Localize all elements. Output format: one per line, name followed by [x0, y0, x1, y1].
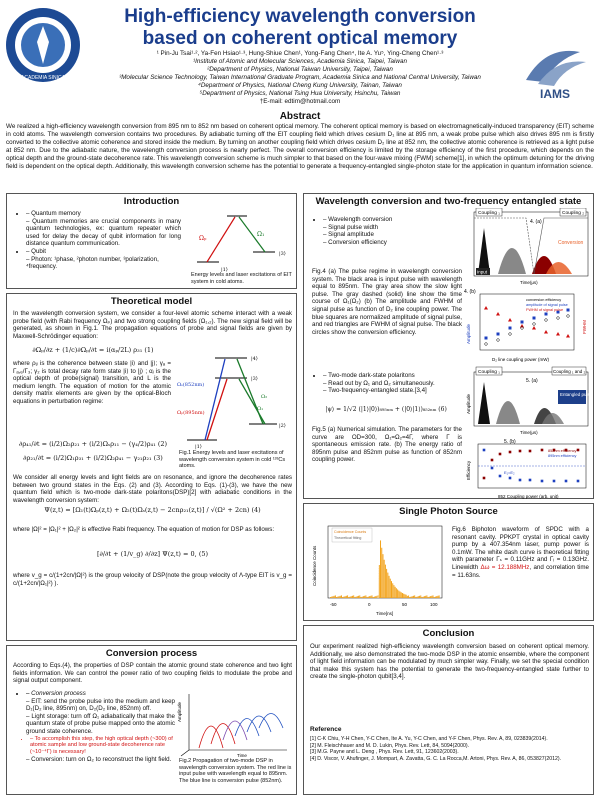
fig5b-legend-1: 852nm efficiency	[548, 449, 577, 453]
biphoton-bar	[379, 565, 380, 598]
fig4a-coupling2-label: Coupling ₂	[562, 211, 585, 216]
biphoton-bar	[415, 597, 416, 598]
author-list: ¹ Pin-Ju Tsai¹·², Ya-Fen Hsiao¹·³, Hung-Shiue Chen¹, Yong-Fang Chen⁴, Ite A. Yu⁵, Ying-Cheng Chen¹·³	[156, 50, 444, 57]
biphoton-bar	[400, 592, 401, 598]
fig5b-panel-label: 5. (b)	[504, 439, 516, 445]
fig4b-xlabel: D₂ line coupling power (mW)	[492, 357, 550, 362]
wavelength-item: – • Wavelength conversion	[323, 216, 458, 224]
theory-paragraph-4: where |Ω|² = |Ω₁|² + |Ω₂|² is effective Rabi frequency. The equation of motion for DSP as follows:	[13, 526, 275, 533]
svg-text:50: 50	[402, 602, 408, 607]
intro-sub-qubit: – Photon: ¹phase, ²photon number, ³polarization, ⁴frequency.	[26, 256, 181, 271]
equation-4: Ψ(z,t) = [Ω₁(t)Ωₚ(z,t) + Ω₂(t)Ωₛ(z,t) − 2cnρ₂₁(z,t)] / √(Ω² + 2cn) (4)	[44, 506, 261, 514]
biphoton-bar	[376, 596, 377, 598]
fig5a-simulation-plot	[464, 366, 592, 436]
equation-3: ∂ρ₂₁/∂t = (i/2)Ω₁ρ₃₁ + (i/2)Ω₂ρ₄₁ − γ₂₁ρ₂₁ (3)	[23, 454, 163, 462]
fig5b-efficiency-plot	[464, 438, 592, 500]
biphoton-bar	[437, 596, 438, 598]
fig5b-legend-2: 895nm efficiency	[548, 454, 577, 458]
poster-title	[90, 6, 510, 50]
fig4b-legend-2: amplitude of signal pulse	[526, 303, 568, 307]
biphoton-bar	[373, 597, 374, 598]
reference-list	[310, 736, 589, 762]
dsp-wave-4	[247, 716, 271, 732]
iams-logo	[516, 40, 594, 102]
conversion-paragraph: According to Eqs.(4), the properties of DSP contain the atomic ground state coherence and two light fields information. We can control the power ratio of two coupling fields to modulate the probe and signal output component.	[13, 662, 292, 685]
fig4b-amplitude-point	[497, 333, 500, 336]
biphoton-bar	[375, 596, 376, 598]
theory-paragraph-1: In the wavelength conversion system, we consider a four-level atomic scheme interact with a weak probe field (with Rabi frequency Ωₚ) and two strong coupling fields (Ω₁,₂). The new signal field will be generated, as shown in Fig.1. The propagation equations of probe and signal fields are given by Maxwell-Schrödinger equation:	[13, 310, 292, 340]
logo-left-text: ACADEMIA SINICA	[21, 75, 65, 81]
dsp-wave-3	[235, 719, 259, 737]
biphoton-bar	[336, 597, 337, 598]
theory-paragraph-3: We consider all energy levels and light fields are on resonance, and ignore the decoherence rates between two ground states in the Eqs. (2) and (3). According to Eqs. (1)-(3), we have the new quantum field which is two-mode dark-state polaritons(DSP)[2] with adiabatic conditions in the wavelength conversion system:	[13, 474, 292, 504]
biphoton-bar	[365, 595, 366, 598]
fig4a-panel-label: 4. (a)	[530, 219, 542, 225]
biphoton-bar	[428, 597, 429, 598]
affiliation-5: ⁵Department of Physics, National Tsing Hua University, Hsinchu, Taiwan	[199, 90, 401, 97]
equation-1: ∂Ωₚ/∂z + (1/c)∂Ωₚ/∂t = i(αₚ/2L) ρ₃₁ (1)	[32, 346, 154, 354]
svg-text:Ωₛ(852nm): Ωₛ(852nm)	[177, 382, 205, 388]
fig5b-852-point	[519, 450, 522, 453]
biphoton-bar	[420, 595, 421, 598]
equation-2: ∂ρ₄₁/∂t = (i/2)Ω₂ρ₂₁ + (i/2)Ωₛρ₁₁ − (γ₄/2)ρ₄₁ (2)	[18, 440, 168, 448]
biphoton-bar	[341, 595, 342, 598]
fig4a-coupling1-label: Coupling ₁	[478, 211, 500, 216]
fig5a-coupling1-label: Coupling ₁	[478, 370, 500, 375]
biphoton-legend-1: Coincidence Counts	[334, 530, 367, 534]
svg-text:Ω₁: Ω₁	[257, 406, 264, 412]
biphoton-ylabel: Coincidence Counts	[312, 545, 317, 586]
biphoton-bar	[422, 597, 423, 598]
biphoton-bar	[346, 596, 347, 598]
biphoton-bar	[363, 596, 364, 598]
intro-sub-memory: – Quantum memories are crucial components in many quantum technologies, ex: quantum repeater which used for delay the decay of qubit information for long distance quantum communication.	[26, 218, 181, 248]
biphoton-bar	[351, 596, 352, 598]
abstract-title: Abstract	[279, 111, 321, 122]
fig5b-852-point	[541, 449, 544, 452]
equation-5: [∂/∂t + (1/v_g) ∂/∂z] Ψ(z,t) = 0, (5)	[96, 550, 209, 558]
biphoton-bar	[348, 597, 349, 598]
fig5b-852-point	[491, 459, 494, 462]
biphoton-bar	[390, 579, 391, 598]
biphoton-bar	[395, 587, 396, 598]
biphoton-bar	[419, 596, 420, 598]
biphoton-legend-2: Theoretical fitting	[334, 536, 362, 540]
logo-right-text: IAMS	[540, 87, 570, 101]
wavelength-title: Wavelength conversion and two-frequency entangled state	[315, 196, 582, 207]
biphoton-bar	[387, 573, 388, 598]
fig5b-895-point	[483, 449, 486, 452]
biphoton-bar	[347, 595, 348, 598]
fig5a-xlabel: Time(μs)	[520, 430, 538, 435]
biphoton-bar	[353, 595, 354, 598]
wavelength-sub-2: – Signal amplitude	[323, 231, 458, 239]
conversion-head: – • Conversion process	[26, 690, 175, 698]
biphoton-bar	[435, 597, 436, 598]
biphoton-bar	[429, 597, 430, 598]
conversion-storage: – Light storage: turn off Ω₁ adiabatically that make the quantum state of probe pulse mapped onto the atomic ground state coherence.	[26, 713, 175, 736]
biphoton-bar	[414, 595, 415, 598]
four-level-diagram	[177, 350, 293, 450]
abstract-text: We realized a high-efficiency wavelength conversion from 895 nm to 852 nm based on coherent optical memory. The coherent optical memory is based on electromagnetically-induced transparency (EIT) scheme in cold atoms. The wavelength conversion contains two procedures. By adiabatic turning off the EIT coupling field which drives cesium D₁ line at 895 nm, a weak probe pulse which also drives 895 nm is firstly converted to the collective atomic coherence and stored inside the medium. By turning on another coupling field which drives cesium D₂ line at 852 nm, the collective atomic coherence is retrieved as a light pulse at 852 nm. Due to the adiabatic nature, the wavelength conversion process is nearly perfect. The overall conversion efficiency is limited by the storage efficiency of the first procedure, which depends on the optical depth and the ground-state decoherence rate. This wavelength conversion scheme is much simpler to that based on the four-wave mixing (FWM) scheme[1], in which the optimum detuning for the driving field is dependent on the optical depth. Additionally, this wavelength conversion scheme has the potential to generate a frequency-entangled single-photon state for the application in quantum information science.	[6, 123, 594, 170]
single-photon-linewidth: Δω = 12.188MHz	[480, 563, 530, 571]
biphoton-bar	[431, 596, 432, 598]
conversion-eit: – EIT: send the probe pulse into the medium and keep D₁(D₂ line, 895nm) on, D₂(D₂ line, 852nm) off.	[26, 698, 175, 713]
wavelength-sub-3: – Conversion efficiency	[323, 239, 458, 247]
dsp-sub-2: – Two-frequency-entangled state.[3,4]	[323, 387, 458, 395]
conversion-fig-caption: Fig.2 Propagation of two-mode DSP in wavelength conversion system. The red line is input pulse with wavelength equal to 895nm. The blue line is conversion pulse (852nm).	[179, 758, 292, 784]
biphoton-bar	[332, 596, 333, 598]
biphoton-bar	[356, 597, 357, 598]
biphoton-bar	[330, 597, 331, 598]
biphoton-bar	[391, 581, 392, 598]
svg-text:|3⟩: |3⟩	[251, 376, 258, 382]
biphoton-bar	[342, 597, 343, 598]
theory-section	[6, 293, 297, 641]
biphoton-xlabel: Time[ns]	[376, 611, 394, 616]
fig5b-895-point	[509, 477, 512, 480]
biphoton-bar	[334, 596, 335, 598]
conclusion-title: Conclusion	[422, 628, 475, 639]
biphoton-bar	[424, 596, 425, 598]
fig5-caption: Fig.5 (a) Numerical simulation. The parameters for the curve are OD=300, Ω₁=Ω₂=4Γ, where Γ is spontaneous emission rate. (b) The energy ratio of 895nm pulse and 852nm pulse as function of 852nm coupling power.	[312, 426, 462, 464]
reference-title: Reference	[310, 726, 342, 733]
title-line-2: based on coherent optical memory	[142, 28, 458, 49]
biphoton-bar	[401, 592, 402, 598]
intro-fig-caption: Energy levels and laser excitations of EIT system in cold atoms.	[191, 272, 292, 285]
biphoton-bar	[439, 595, 440, 598]
fig5b-895-point	[553, 480, 556, 483]
biphoton-bar	[364, 596, 365, 598]
biphoton-bar	[398, 591, 399, 598]
fig4b-panel-label: 4. (b)	[464, 289, 476, 295]
affiliation-4: ⁴Department of Physics, National Cheng Kung University, Tainan, Taiwan	[198, 82, 402, 89]
biphoton-bar	[389, 576, 390, 598]
single-photon-desc: Fig.6 Biphoton waveform of SPDC with a resonant cavity. PPKPT crystal in optical cavity pump by a 407.354nm laser, pump power is 0.1mW. The white dash curve is theoretical fitting with parameter Γₛ = 0.11GHz and Γᵢ = 0.13GHz. Linewidth	[452, 526, 589, 571]
intro-item-qubit: – • Qubit	[26, 248, 181, 256]
biphoton-bar	[385, 565, 386, 598]
biphoton-bar	[370, 596, 371, 598]
conversion-section	[6, 645, 297, 795]
fig5b-895-point	[491, 467, 494, 470]
fig4a-conversion-label: Conversion	[558, 240, 584, 246]
intro-item-memory: – • Quantum memory	[26, 210, 181, 218]
biphoton-bar	[430, 596, 431, 598]
wavelength-sub-1: – Signal pulse width	[323, 224, 458, 232]
dsp-sub-1: – Read out by Ω₁ and Ω₂ simultaneously.	[323, 380, 458, 388]
dsp-wave-0	[199, 726, 223, 748]
fig4b-amplitude-point	[545, 313, 548, 316]
fig4b-amplitude-point	[533, 317, 536, 320]
reference-4: [4] D. Viscor, V. Ahufinger, J. Mompart, A. Zavatta, G. C. La Rocca,M. Artoni, Phys. Rev. A, 86, 053827(2012).	[310, 755, 562, 762]
svg-text:|1⟩: |1⟩	[221, 267, 228, 272]
biphoton-bar	[432, 595, 433, 598]
biphoton-bar	[340, 596, 341, 598]
fig5b-ylabel: Efficiency	[466, 460, 471, 480]
biphoton-bar	[331, 597, 332, 598]
biphoton-bar	[382, 554, 383, 598]
reference-2: [2] M. Fleischhauer and M. D. Lukin, Phys. Rev. Lett, 84, 5094(2000).	[310, 742, 470, 749]
biphoton-bar	[423, 597, 424, 598]
svg-text:100: 100	[430, 602, 438, 607]
fig5b-eq-label: E₁=E₂	[504, 470, 515, 475]
svg-text:|1⟩: |1⟩	[195, 444, 202, 450]
biphoton-bar	[436, 596, 437, 598]
biphoton-bar	[425, 596, 426, 598]
reference-3: [3] M.G. Payne and L. Deng , Phys. Rev. Lett, 91, 123602(2003).	[310, 749, 459, 756]
conclusion-text: Our experiment realized high-efficiency wavelength conversion based on coherent optical memory. Additionally, we also demonstrated the two-mode DSP in the atomic ensemble, where the component of light field information can be modulated by much simpler way. Finally, we set the special condition that make this system has the potential to generate the two-frequency-entangled state further to create the single-photon qubit[3,4].	[310, 643, 589, 681]
biphoton-bar	[359, 595, 360, 598]
title-line-1: High-efficiency wavelength conversion	[124, 6, 476, 27]
biphoton-bar	[358, 596, 359, 598]
biphoton-bar	[357, 596, 358, 598]
eit-level-diagram	[187, 210, 293, 272]
theory-fig-caption: Fig.1 Energy levels and laser excitations of wavelength conversion system in cold ¹³³Cs atoms.	[179, 450, 286, 470]
dsp-axis-time: Time	[237, 753, 247, 758]
svg-text:Ωₚ: Ωₚ	[199, 235, 207, 242]
poster-header	[0, 0, 600, 110]
fig5a-ylabel: Amplitude	[466, 393, 471, 414]
biphoton-bar	[354, 597, 355, 598]
wavelength-conversion-section	[303, 193, 594, 499]
dsp-axis-amplitude: Amplitude	[177, 701, 182, 722]
biphoton-bar	[404, 594, 405, 598]
biphoton-bar	[335, 595, 336, 598]
fig4-caption: Fig.4 (a) The pulse regime in wavelength conversion system. The black area is input pulse with wavelength equal to 895nm. The gray area show the slow light pulse. The gray dashed (solid) line show the time course of Ω₁(Ω₂) (b) The amplitude and FWHM of signal pulse as function of D₂ line coupling power. The blue squares are normalized amplitude of signal pulse, and red triangles are FWHM of signal pulse. The black circles show the conversion efficiency.	[312, 268, 462, 336]
biphoton-bar	[408, 595, 409, 598]
fig4b-ylabel-right: FWHM	[582, 320, 587, 334]
fig5a-entangled-label: Entangled pulse	[560, 392, 592, 397]
biphoton-bar	[426, 595, 427, 598]
conversion-reconstruct: – Conversion: turn on Ω₂ to reconstruct the light field.	[26, 756, 175, 764]
academia-sinica-logo	[4, 6, 82, 84]
biphoton-bar	[369, 596, 370, 598]
fig5a-panel-label: 5. (a)	[526, 378, 538, 384]
fig5b-895-point	[565, 480, 568, 483]
biphoton-bar	[411, 597, 412, 598]
fig5b-852-point	[577, 449, 580, 452]
conclusion-section	[303, 625, 594, 795]
svg-text:Ω₁: Ω₁	[257, 231, 265, 238]
wavelength-bullets	[308, 216, 458, 246]
svg-text:Ω₂: Ω₂	[261, 394, 268, 400]
biphoton-bar	[337, 597, 338, 598]
fig4b-amplitude-point	[509, 327, 512, 330]
conversion-bullets	[11, 690, 175, 764]
fig5b-852-point	[529, 450, 532, 453]
fig5b-852-point	[483, 477, 486, 480]
equation-6: |ψ⟩ = 1/√2 (|1⟩|0⟩)₈₉₅ₙₘ + (|0⟩|1⟩)₈₅₂ₙₘ (6)	[325, 406, 447, 413]
biphoton-bar	[417, 597, 418, 598]
svg-text:0: 0	[368, 602, 371, 607]
single-photon-text	[452, 526, 589, 579]
biphoton-bar	[384, 560, 385, 598]
biphoton-bar	[343, 597, 344, 598]
biphoton-bar	[339, 596, 340, 598]
fig5b-852-point	[509, 451, 512, 454]
dsp-wave-2	[223, 721, 247, 740]
biphoton-bar	[393, 585, 394, 598]
fig4b-amplitude-point	[567, 309, 570, 312]
fig4a-xlabel: Time(μs)	[520, 280, 538, 285]
biphoton-bar	[345, 596, 346, 598]
introduction-title: Introduction	[123, 196, 180, 207]
fig5b-895-point	[577, 480, 580, 483]
svg-text:Ωₚ(895nm): Ωₚ(895nm)	[177, 410, 205, 416]
theory-paragraph-2: where ρᵢⱼ is the coherence between state |i⟩ and |j⟩; γₐ = Γₐ,ₑ/Γ₃; γ₂ is total decay rate form state |i⟩ to |j⟩ ; αⱼ is the optical depth of probe(signal) transition, and L is the medium length. The equation of motion for the atomic density matrix elements are given by the optical-Bloch equations in perturbation regime:	[13, 360, 171, 405]
biphoton-bar	[392, 583, 393, 598]
affiliation-2: ²Department of Physics, National Taiwan University, Taipei, Taiwan	[207, 66, 393, 73]
fig4b-legend-1: conversion efficiency	[526, 298, 562, 302]
theory-paragraph-5: where v_g = c/(1+2cn/|Ω|²) is the group velocity of DSP(note the group velocity of Λ-type EIT is v_g = c/(1+2cn/|Ω₁|²) ).	[13, 572, 292, 587]
fig4b-legend-3: FWHM of signal pulse	[526, 308, 564, 312]
biphoton-bar	[409, 597, 410, 598]
biphoton-bar	[396, 588, 397, 598]
affiliation-3: ³Molecular Science Technology, Taiwan International Graduate Program, Academia Sinica and National Central University, Taiwan	[119, 74, 481, 81]
biphoton-bar	[412, 596, 413, 598]
svg-text:|2⟩: |2⟩	[279, 423, 286, 429]
single-photon-title: Single Photon Source	[399, 506, 498, 517]
biphoton-bar	[368, 597, 369, 598]
fig4a-input-label: Input	[477, 269, 488, 275]
biphoton-bar	[413, 596, 414, 598]
conversion-red-note: – • To accomplish this step, the high optical depth (~300) of atomic sample and low ground-state decoherence rate (~10⁻⁴Γ) is necessary!	[30, 736, 175, 756]
fig5b-895-point	[541, 480, 544, 483]
biphoton-bar	[362, 597, 363, 598]
conversion-title: Conversion process	[105, 648, 198, 659]
fig5b-895-point	[499, 475, 502, 478]
biphoton-waveform-plot	[308, 520, 446, 618]
fig5b-xlabel: 852 Coupling power (arb. unit)	[498, 494, 559, 499]
biphoton-bar	[402, 593, 403, 598]
fig5b-895-point	[519, 479, 522, 482]
affiliation-1: ¹Institute of Atomic and Molecular Sciences, Academia Sinica, Taipei, Taiwan	[193, 58, 407, 65]
dsp-bullets	[308, 372, 458, 395]
biphoton-bar	[386, 569, 387, 598]
svg-text:-50: -50	[330, 602, 337, 607]
biphoton-bar	[374, 597, 375, 598]
theory-title: Theoretical model	[110, 296, 193, 307]
contact-email: †E-mail: edtim@hotmail.com	[259, 98, 341, 105]
dsp-wave-5	[259, 714, 283, 729]
biphoton-bar	[361, 597, 362, 598]
biphoton-bar	[418, 596, 419, 598]
fig4b-amplitude-point	[521, 321, 524, 324]
introduction-section	[6, 193, 297, 289]
fig4a-pulse-plot	[464, 208, 592, 286]
biphoton-bar	[407, 596, 408, 598]
fig5b-852-point	[499, 453, 502, 456]
biphoton-bar	[381, 548, 382, 598]
svg-text:|4⟩: |4⟩	[251, 356, 258, 362]
svg-text:|3⟩: |3⟩	[279, 251, 286, 257]
biphoton-bar	[380, 540, 381, 598]
biphoton-bar	[406, 595, 407, 598]
reference-1: [1] C-K Chiu, Y-H Chen, Y-C Chen, Ite A. Yu, Y-C Chen, and Y-F Chen, Phys. Rev. A, 89, 023839(2014).	[310, 736, 548, 742]
biphoton-bar	[371, 595, 372, 598]
dsp-propagation-plot	[177, 690, 293, 758]
biphoton-bar	[350, 597, 351, 598]
fig4b-ylabel-left: Amplitude	[466, 323, 471, 344]
fig5a-coupling12-label: Coupling ₁ and ₂	[553, 369, 586, 374]
biphoton-bar	[367, 597, 368, 598]
biphoton-bar	[352, 596, 353, 598]
authors-block	[90, 50, 510, 106]
biphoton-bar	[397, 589, 398, 598]
intro-bullets	[11, 210, 181, 271]
single-photon-section	[303, 503, 594, 621]
biphoton-bar	[434, 597, 435, 598]
dsp-wave-1	[211, 724, 235, 745]
fig4b-amplitude-plot	[464, 288, 592, 364]
fig4b-amplitude-point	[485, 337, 488, 340]
dsp-item: – • Two-mode dark-state polaritons	[323, 372, 458, 380]
biphoton-bar	[403, 594, 404, 598]
single-photon-desc-2: , and correlation time = 11.63ns.	[452, 563, 589, 579]
fig5b-895-point	[529, 479, 532, 482]
